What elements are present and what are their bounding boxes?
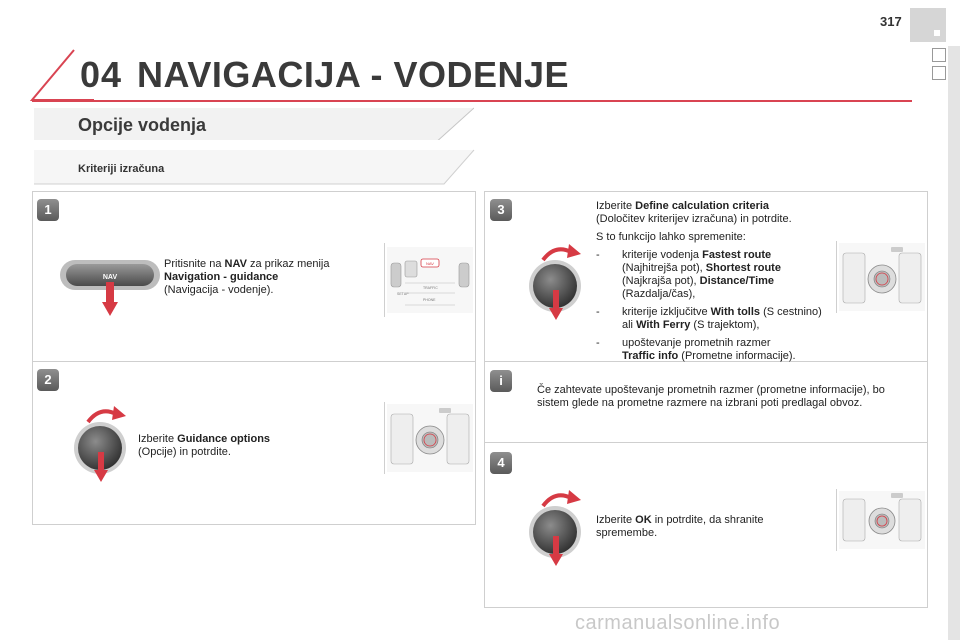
panel-traffic-label: TRAFFIC (423, 286, 438, 290)
step4-text: Izberite OK in potrdite, da shranite spremembe. (596, 514, 764, 539)
step3-console-photo (836, 241, 927, 313)
subsection-title: Kriteriji izračuna (78, 163, 165, 175)
step-badge-1: 1 (37, 199, 59, 221)
page-corner-tab (910, 8, 946, 42)
criteria-list-item: - upoštevanje prometnih razmer Traffic info (Prometne informacije). (596, 337, 796, 362)
panel-phone-label: PHONE (423, 298, 436, 302)
rotary-knob-illustration (70, 400, 136, 484)
step1-console-photo (384, 243, 475, 317)
side-marker-box (932, 48, 946, 62)
panel-setup-label: SETUP (397, 292, 409, 296)
section-title: Opcije vodenja (78, 115, 207, 135)
step-badge-3: 3 (490, 199, 512, 221)
step-badge-2: 2 (37, 369, 59, 391)
criteria-list-item: - kriterije vodenja Fastest route (Najhitrejša pot), Shortest route (Najkrajša pot), Distance/Time (Razdalja/čas), (596, 249, 781, 300)
side-marker-box (932, 66, 946, 80)
info-badge-icon: i (490, 370, 512, 392)
nav-button-label: NAV (102, 274, 118, 281)
chapter-title: NAVIGACIJA - VODENJE (137, 54, 570, 95)
rotary-knob-illustration (525, 484, 591, 568)
step1-text: Pritisnite na NAV za prikaz menija Navigation - guidance (Navigacija - vodenje). (164, 258, 330, 296)
header-underline (32, 100, 912, 102)
panel-divider (484, 442, 928, 443)
rotary-knob-illustration (525, 238, 591, 322)
page-number: 317 (880, 14, 902, 29)
panel-divider (32, 361, 476, 362)
watermark: carmanualsonline.info (575, 612, 781, 634)
chapter-number: 04 (80, 54, 123, 95)
info-text: Če zahtevate upoštevanje prometnih razmer (prometne informacije), bo sistem glede na prometne razmere na izbrani poti predlagal obvoz. (537, 384, 885, 409)
criteria-list-item: - kriterije izključitve With tolls (S cestnino) ali With Ferry (S trajektom), (596, 306, 822, 331)
panel-nav-label: NAV (426, 261, 434, 266)
nav-button-illustration (56, 252, 166, 318)
step3-text: Izberite Define calculation criteria (Določitev kriterijev izračuna) in potrdite. S to funkcijo lahko spremenite: - kriterije vodenja Fastest route (Najhitrejša pot), Shortest route (Najkrajša pot), Distance/Time (Razdalja/čas), - kriterije izključitve With tolls (S cestnino) ali With Ferry (S trajektom), - upoštevanje prometnih razmer Traffic info (Prometne informacije). (596, 200, 832, 368)
step-badge-4: 4 (490, 452, 512, 474)
step2-console-photo (384, 402, 475, 474)
right-margin-strip (948, 46, 960, 640)
step2-text: Izberite Guidance options (Opcije) in potrdite. (138, 433, 271, 458)
step4-console-photo (836, 489, 927, 551)
